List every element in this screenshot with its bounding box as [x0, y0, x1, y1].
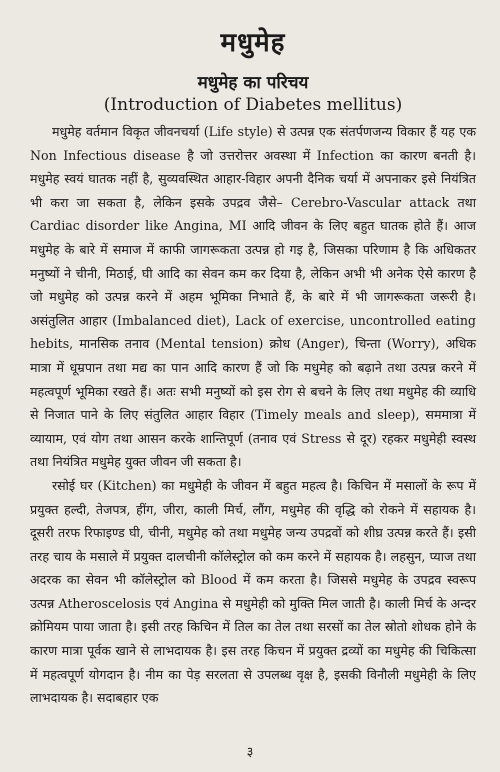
section-title-hindi: मधुमेह का परिचय — [197, 73, 309, 93]
paragraph: मधुमेह वर्तमान विकृत जीवनचर्या (Life style) से उत्पन्न एक संतर्पणजन्य विकार हैं यह एक Non Infectious disease है जो उत्तरोत्तर अवस्था में Infection का कारण बनती है। मधुमेह स्वयं घातक नहीं है, सुव्यवस्थित आहार-विहार अपनी दैनिक चर्या में अपनाकर इसे नियंत्रित भी करा जा सकता है, लेकिन इसके उपद्रव जैसे– Cerebro-Vascular attack तथा Cardiac disorder like Angina, MI आदि जीवन के लिए बहुत घातक होते हैं। आज मधुमेह के बारे में समाज में काफी जागरूकता उत्पन्न हो गइ है, जिसका परिणाम है कि अधिकतर मनुष्यों ने चीनी, मिठाई, घी आदि का सेवन कम कर दिया है, लेकिन अभी भी अनेक ऐसे कारण है जो मधुमेह को उत्पन्न करने में अहम भूमिका निभाते हैं, के बारे में भी जागरूकता जरूरी है। असंतुलित आहार (Imbalanced diet), Lack of exercise, uncontrolled eating hebits, मानसिक तनाव (Mental tension) क्रोध (Anger), चिन्ता (Worry), अधिक मात्रा में धूम्रपान तथा मद्य का पान आदि कारण हैं जो कि मधुमेह को बढ़ाने तथा उत्पन्न करने में महत्वपूर्ण भूमिका रखते हैं। अतः सभी मनुष्यों को इस रोग से बचने के लिए तथा मधुमेह की व्याधि से निजात पाने के लिए संतुलित आहार विहार (Timely meals and sleep), सममात्रा में व्यायाम, एवं योग तथा आसन करके शान्तिपूर्ण (तनाव एवं Stress से दूर) रहकर मधुमेही स्वस्थ तथा नियंत्रित मधुमेह युक्त जीवन जी सकता है। — [30, 124, 476, 470]
paragraph: रसोई घर (Kitchen) का मधुमेही के जीवन में बहुत महत्व है। किचिन में मसालों के रूप में प्रयुक्त हल्दी, तेजपत्र, हींग, जीरा, काली मिर्च, लौंग, मधुमेह की वृद्धि को रोकने में सहायक है। दूसरी तरफ रिफाइण्ड घी, चीनी, मधुमेह को तथा मधुमेह जन्य उपद्रवों को शीघ्र उत्पन्न करते हैं। इसी तरह चाय के मसाले में प्रयुक्त दालचीनी कॉलेस्ट्रोल को कम करने में सहायक है। लहसुन, प्याज तथा अदरक का सेवन भी कॉलेस्ट्रोल को Blood में कम करता है। जिससे मधुमेह के उपद्रव स्वरूप उत्पन्न Atheroscelosis एवं Angina से मधुमेही को मुक्ति मिल जाती है। काली मिर्च के अन्दर क्रोमियम पाया जाता है। इसी तरह किचिन में तिल का तेल तथा सरसों का तेल स्रोतो शोधक होने के कारण मात्रा पूर्वक खाने से लाभदायक है। इस तरह किचन में प्रयुक्त द्रव्यों का मधुमेह की चिकित्सा में महत्वपूर्ण योगदान है। नीम का पेड़ सरलता से उपलब्ध वृक्ष है, इसकी विनौली मधुमेही के लिए लाभदायक है। सदाबहार एक — [30, 477, 476, 706]
section-heading — [30, 72, 476, 116]
section-title-english: (Introduction of Diabetes mellitus) — [103, 95, 403, 115]
page-number: ३ — [246, 745, 254, 760]
body-text — [30, 120, 476, 710]
page-title: मधुमेह — [220, 28, 286, 58]
